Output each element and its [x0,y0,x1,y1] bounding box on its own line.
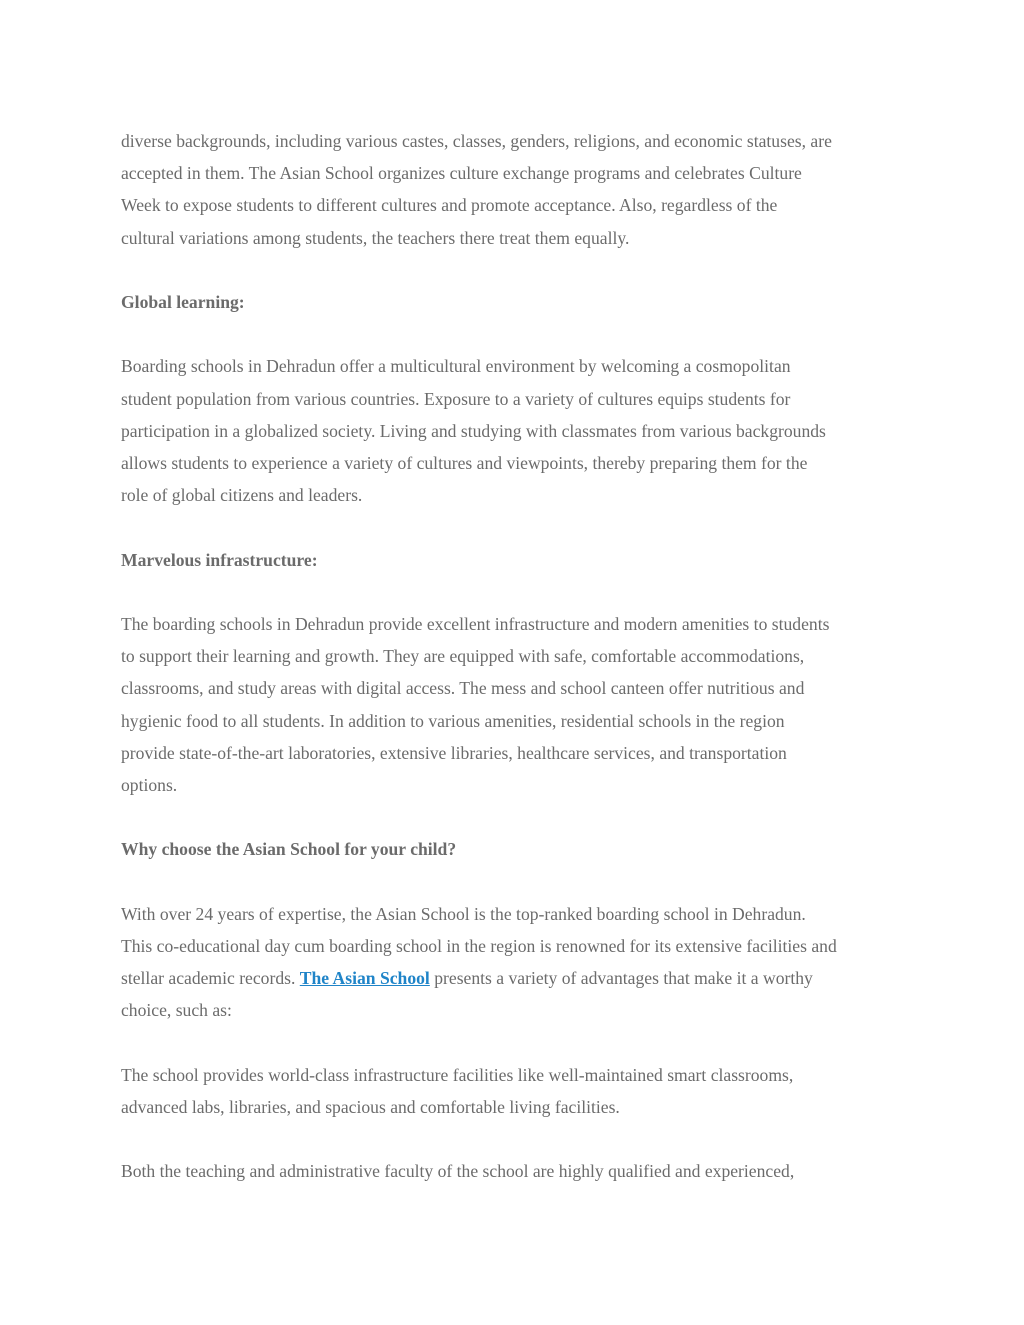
text-line: The school provides world-class infrastructure facilities like well-maintained smart classrooms, [121,1064,794,1085]
text-line: student population from various countries. Exposure to a variety of cultures equips students for [121,388,791,409]
text-line: cultural variations among students, the teachers there treat them equally. [121,227,630,248]
paragraph-faculty [121,1155,911,1187]
heading-marvelous-infrastructure: Marvelous infrastructure: [121,549,318,570]
text-line: diverse backgrounds, including various castes, classes, genders, religions, and economic statuses, are [121,131,832,151]
text-line: role of global citizens and leaders. [121,485,363,506]
text-fragment: presents a variety of advantages that make it a worthy [429,968,813,989]
paragraph-why-choose [121,898,911,1027]
paragraph-cultural-diversity [121,125,911,254]
text-line: The boarding schools in Dehradun provide excellent infrastructure and modern amenities to students [121,613,830,634]
heading-global-learning: Global learning: [121,292,245,312]
text-line: to support their learning and growth. They are equipped with safe, comfortable accommodations, [121,646,805,667]
text-line: options. [121,775,178,795]
text-line: With over 24 years of expertise, the Asian School is the top-ranked boarding school in Dehradun. [121,903,806,924]
text-line: classrooms, and study areas with digital access. The mess and school canteen offer nutritious and [121,678,805,699]
text-line: Both the teaching and administrative faculty of the school are highly qualified and experienced, [121,1161,795,1182]
asian-school-link[interactable]: The Asian School [299,968,430,989]
text-line: participation in a globalized society. Living and studying with classmates from various backgrounds [121,420,826,441]
text-line: This co-educational day cum boarding school in the region is renowned for its extensive facilities and [121,935,837,956]
paragraph-infrastructure [121,608,911,801]
text-line: Week to expose students to different cultures and promote acceptance. Also, regardless of the [121,195,778,216]
paragraph-infrastructure-facilities [121,1059,911,1123]
text-line: provide state-of-the-art laboratories, extensive libraries, healthcare services, and transportation [121,742,787,763]
paragraph-global-learning [121,350,911,511]
text-line: allows students to experience a variety of cultures and viewpoints, thereby preparing them for the [121,453,808,473]
text-line: accepted in them. The Asian School organizes culture exchange programs and celebrates Culture [121,163,802,184]
text-fragment: stellar academic records. [121,968,300,989]
text-line: Boarding schools in Dehradun offer a multicultural environment by welcoming a cosmopolitan [121,356,791,377]
text-line: advanced labs, libraries, and spacious and comfortable living facilities. [121,1096,620,1117]
text-line-with-link [121,962,911,994]
text-line: choice, such as: [121,1000,232,1021]
text-line: hygienic food to all students. In addition to various amenities, residential schools in the region [121,710,785,731]
heading-why-choose: Why choose the Asian School for your child? [121,839,457,860]
document-body [121,125,911,1220]
